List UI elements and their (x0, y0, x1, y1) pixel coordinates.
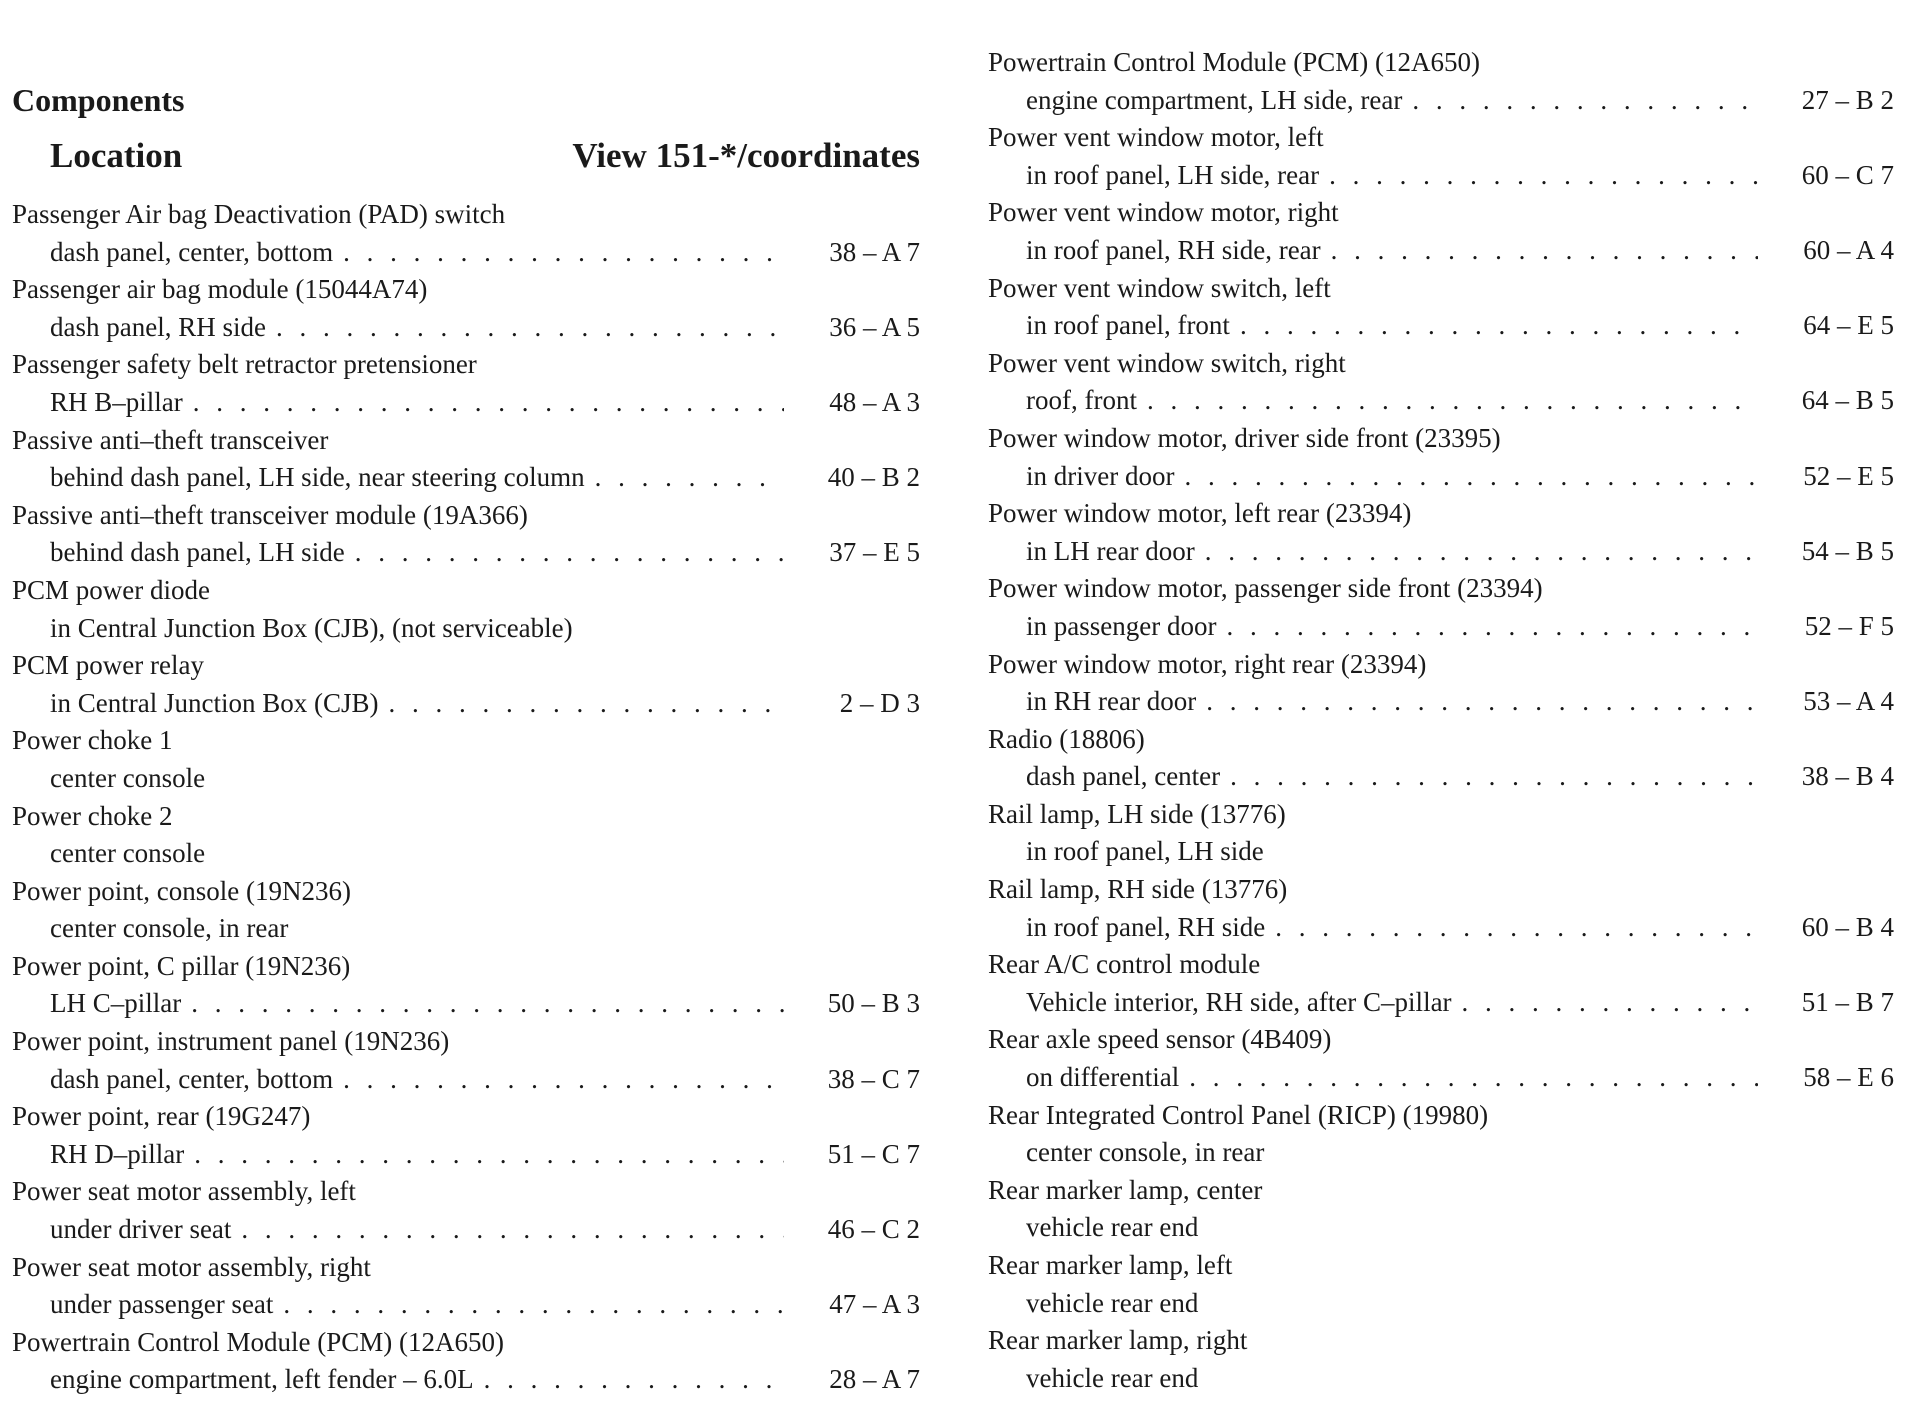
component-entry (988, 1322, 1894, 1397)
component-location-row (12, 384, 920, 422)
view-coordinate: 38 – C 7 (827, 1063, 920, 1094)
view-coordinate: 53 – A 4 (1803, 686, 1894, 717)
dot-leader (1412, 82, 1758, 120)
dot-leader (1462, 984, 1758, 1022)
dot-leader (343, 1061, 784, 1099)
component-name: Rear axle speed sensor (4B409) (988, 1024, 1332, 1055)
component-location-row (12, 685, 920, 723)
component-entry (988, 871, 1894, 946)
component-location: in Central Junction Box (CJB) (50, 687, 379, 718)
right-entry-list (988, 44, 1894, 1397)
view-coordinate: 60 – C 7 (1801, 159, 1894, 190)
dot-leader (484, 1361, 784, 1399)
component-name: Power point, C pillar (19N236) (12, 950, 351, 981)
view-coordinate: 40 – B 2 (827, 462, 920, 493)
component-location-row (12, 610, 920, 648)
component-entry (988, 1097, 1894, 1172)
location-heading: Location (50, 136, 183, 175)
component-name: Rail lamp, LH side (13776) (988, 798, 1286, 829)
dot-leader (1275, 909, 1758, 947)
component-location: under passenger seat (50, 1289, 274, 1320)
component-location-row (988, 232, 1894, 270)
dot-leader (241, 1211, 784, 1249)
component-entry (988, 345, 1894, 420)
component-name: Passenger Air bag Deactivation (PAD) switch (12, 199, 506, 229)
component-location: RH B–pillar (50, 386, 183, 417)
component-name: Power point, instrument panel (19N236) (12, 1026, 450, 1057)
component-location-row (12, 1211, 920, 1249)
component-location: dash panel, RH side (50, 311, 266, 342)
view-coordinate: 46 – C 2 (827, 1214, 920, 1245)
view-coordinate: 51 – B 7 (1801, 986, 1894, 1017)
component-entry (988, 44, 1894, 119)
component-location-row (12, 459, 920, 497)
component-location-row (988, 1134, 1894, 1172)
view-coordinate: 64 – B 5 (1801, 385, 1894, 416)
component-name: Powertrain Control Module (PCM) (12A650) (12, 1326, 504, 1357)
column-header (12, 134, 920, 178)
component-name: Power point, rear (19G247) (12, 1101, 311, 1132)
component-location-row (988, 1209, 1894, 1247)
component-entry (12, 798, 920, 873)
component-location: in roof panel, LH side, rear (1026, 159, 1320, 190)
component-location-row (12, 1361, 920, 1399)
component-location: engine compartment, left fender – 6.0L (50, 1364, 474, 1395)
component-location-row (988, 683, 1894, 721)
dot-leader (193, 384, 784, 422)
component-location: RH D–pillar (50, 1138, 185, 1169)
view-coordinate: 52 – E 5 (1803, 460, 1894, 491)
component-location: in RH rear door (1026, 686, 1197, 717)
dot-leader (1329, 157, 1758, 195)
component-location-row (988, 1059, 1894, 1097)
component-entry (988, 946, 1894, 1021)
dot-leader (1205, 533, 1758, 571)
component-location: on differential (1026, 1062, 1180, 1093)
component-entry (12, 572, 920, 647)
component-location: center console (50, 838, 206, 869)
component-entry (12, 1173, 920, 1248)
component-entry (12, 196, 920, 271)
component-entry (12, 271, 920, 346)
component-name: Power vent window motor, right (988, 197, 1339, 228)
view-coordinate: 52 – F 5 (1804, 610, 1894, 641)
component-location-row (988, 758, 1894, 796)
component-name: Rear marker lamp, left (988, 1250, 1233, 1280)
dot-leader (283, 1286, 784, 1324)
component-entry (12, 1249, 920, 1324)
component-entry (988, 1172, 1894, 1247)
component-name: Rear marker lamp, right (988, 1325, 1248, 1356)
view-coordinate: 27 – B 2 (1801, 84, 1894, 115)
component-name: Passive anti–theft transceiver (12, 424, 329, 455)
component-location: LH C–pillar (50, 988, 182, 1019)
component-location: in roof panel, front (1026, 310, 1230, 341)
component-name: Powertrain Control Module (PCM) (12A650) (988, 47, 1480, 77)
component-location-row (12, 1286, 920, 1324)
component-name: PCM power relay (12, 650, 204, 681)
component-entry (12, 948, 920, 1023)
component-name: Power window motor, driver side front (23395) (988, 422, 1501, 453)
component-location-row (12, 760, 920, 798)
component-name: Power vent window switch, right (988, 347, 1346, 378)
component-location-row (988, 608, 1894, 646)
dot-leader (191, 985, 784, 1023)
component-location-row (988, 157, 1894, 195)
component-name: Radio (18806) (988, 723, 1145, 754)
component-entry (12, 1023, 920, 1098)
component-entry (12, 422, 920, 497)
component-location-row (12, 234, 920, 272)
component-location-row (12, 910, 920, 948)
component-name: Power point, console (19N236) (12, 875, 351, 906)
component-location-row (988, 307, 1894, 345)
component-location-row (988, 458, 1894, 496)
component-entry (988, 1021, 1894, 1096)
dot-leader (194, 1136, 784, 1174)
component-name: Power vent window switch, left (988, 272, 1331, 303)
view-coordinate: 28 – A 7 (829, 1364, 920, 1395)
dot-leader (1226, 608, 1758, 646)
component-location: in roof panel, RH side (1026, 911, 1266, 942)
component-entry (12, 1324, 920, 1399)
component-entry (12, 1098, 920, 1173)
component-location-row (988, 833, 1894, 871)
component-location-row (12, 309, 920, 347)
view-coordinate: 38 – B 4 (1801, 761, 1894, 792)
dot-leader (1240, 307, 1758, 345)
view-coordinate: 37 – E 5 (829, 537, 920, 568)
component-name: Power seat motor assembly, left (12, 1176, 356, 1207)
component-location-row (988, 1360, 1894, 1398)
component-location: in roof panel, RH side, rear (1026, 234, 1321, 265)
component-entry (12, 497, 920, 572)
component-name: Power choke 2 (12, 800, 173, 831)
dot-leader (388, 685, 784, 723)
left-entry-list (12, 196, 920, 1399)
component-entry (988, 119, 1894, 194)
component-location: in LH rear door (1026, 535, 1195, 566)
component-entry (12, 873, 920, 948)
component-entry (988, 495, 1894, 570)
component-name: Rear marker lamp, center (988, 1174, 1263, 1205)
component-entry (12, 647, 920, 722)
component-entry (988, 1247, 1894, 1322)
component-entry (988, 796, 1894, 871)
component-location: center console, in rear (1026, 1137, 1265, 1168)
component-location: behind dash panel, LH side, near steering column (50, 462, 585, 493)
component-name: Passenger air bag module (15044A74) (12, 274, 428, 305)
component-name: Passive anti–theft transceiver module (19A366) (12, 499, 528, 530)
component-location-row (12, 1061, 920, 1099)
dot-leader (1206, 683, 1758, 721)
component-location: dash panel, center (1026, 761, 1221, 792)
view-coordinate: 2 – D 3 (839, 687, 920, 718)
component-entry (988, 721, 1894, 796)
dot-leader (1184, 458, 1758, 496)
component-name: Passenger safety belt retractor pretensioner (12, 349, 477, 380)
view-coordinate: 51 – C 7 (827, 1138, 920, 1169)
component-name: Rear A/C control module (988, 949, 1261, 980)
component-name: PCM power diode (12, 574, 210, 605)
view-coordinate: 36 – A 5 (829, 311, 920, 342)
component-name: Power seat motor assembly, right (12, 1251, 371, 1282)
component-location-row (12, 1136, 920, 1174)
dot-leader (355, 534, 784, 572)
component-location: engine compartment, LH side, rear (1026, 84, 1403, 115)
component-location: in passenger door (1026, 610, 1217, 641)
dot-leader (595, 459, 784, 497)
component-location: vehicle rear end (1026, 1212, 1199, 1243)
view-coordinate: 47 – A 3 (829, 1289, 920, 1320)
component-location-row (12, 835, 920, 873)
component-location: under driver seat (50, 1214, 232, 1245)
view-coordinate: 38 – A 7 (829, 236, 920, 267)
view-coordinate: 58 – E 6 (1803, 1062, 1894, 1093)
component-location-row (988, 382, 1894, 420)
dot-leader (1189, 1059, 1758, 1097)
dot-leader (1230, 758, 1758, 796)
component-location: in Central Junction Box (CJB), (not serviceable) (50, 612, 573, 643)
component-location: in roof panel, LH side (1026, 836, 1264, 867)
section-title: Components (12, 82, 185, 118)
component-location: dash panel, center, bottom (50, 1063, 334, 1094)
component-entry (12, 722, 920, 797)
component-location: vehicle rear end (1026, 1362, 1199, 1393)
component-location: roof, front (1026, 385, 1137, 416)
component-name: Power window motor, right rear (23394) (988, 648, 1427, 679)
view-coordinate: 60 – B 4 (1801, 911, 1894, 942)
component-location: center console, in rear (50, 913, 289, 944)
component-location: vehicle rear end (1026, 1287, 1199, 1318)
component-location: in driver door (1026, 460, 1175, 491)
component-location: dash panel, center, bottom (50, 236, 334, 267)
component-name: Rail lamp, RH side (13776) (988, 874, 1288, 905)
component-location-row (988, 984, 1894, 1022)
component-location-row (988, 909, 1894, 947)
component-location-row (12, 534, 920, 572)
view-coordinate: 64 – E 5 (1803, 310, 1894, 341)
component-name: Power vent window motor, left (988, 122, 1324, 153)
component-entry (988, 646, 1894, 721)
view-coordinate: 54 – B 5 (1801, 535, 1894, 566)
component-entry (988, 570, 1894, 645)
component-location: center console (50, 762, 206, 793)
view-coordinate: 48 – A 3 (829, 386, 920, 417)
component-location: Vehicle interior, RH side, after C–pillar (1026, 986, 1452, 1017)
dot-leader (276, 309, 784, 347)
dot-leader (1147, 382, 1758, 420)
component-entry (988, 270, 1894, 345)
view-coordinates-heading: View 151-*/coordinates (572, 136, 920, 175)
dot-leader (343, 234, 784, 272)
view-coordinate: 50 – B 3 (827, 988, 920, 1019)
component-name: Power window motor, left rear (23394) (988, 498, 1412, 529)
component-entry (988, 420, 1894, 495)
view-coordinate: 60 – A 4 (1803, 234, 1894, 265)
component-location-row (988, 82, 1894, 120)
component-location-row (988, 533, 1894, 571)
component-name: Power choke 1 (12, 725, 173, 756)
component-location-row (988, 1285, 1894, 1323)
component-name: Power window motor, passenger side front (23394) (988, 573, 1543, 604)
component-name: Rear Integrated Control Panel (RICP) (19980) (988, 1099, 1489, 1130)
component-location: behind dash panel, LH side (50, 537, 345, 568)
dot-leader (1331, 232, 1758, 270)
component-location-row (12, 985, 920, 1023)
component-entry (988, 194, 1894, 269)
component-entry (12, 346, 920, 421)
